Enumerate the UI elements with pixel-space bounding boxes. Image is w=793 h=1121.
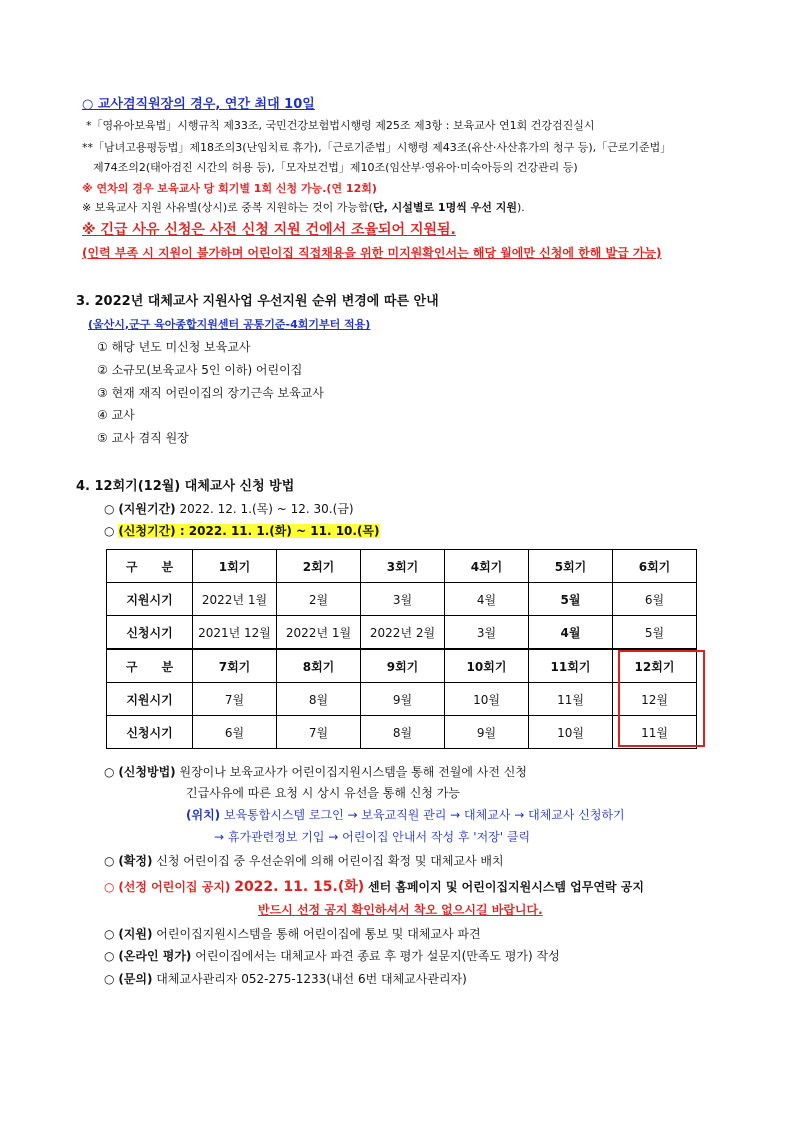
section3-subnote: (울산시,군구 육아종합지원센터 공통기준-4회기부터 적용)	[88, 318, 371, 331]
method-line-1	[104, 763, 527, 780]
priority-item-4: ④ 교사	[97, 408, 135, 422]
method-label: (신청방법)	[118, 765, 176, 779]
table-cell: 9월	[361, 683, 445, 716]
priority-item-2: ② 소규모(보육교사 5인 이하) 어린이집	[97, 363, 303, 377]
table-cell: 9회기	[361, 649, 445, 683]
table-cell: 신청시기	[107, 616, 193, 650]
table-cell: 6월	[613, 583, 697, 616]
section4-heading: 4. 12회기(12월) 대체교사 신청 방법	[76, 479, 295, 494]
table-cell: 10월	[445, 683, 529, 716]
table-cell: 8월	[361, 716, 445, 749]
priority-item-3: ③ 현재 재직 어린이집의 장기근속 보육교사	[97, 386, 324, 400]
table-cell: 8월	[277, 683, 361, 716]
support-period	[104, 500, 354, 517]
table-cell: 구 분	[107, 649, 193, 683]
support-text: 어린이집지원시스템을 통해 어린이집에 통보 및 대체교사 파견	[156, 927, 481, 941]
table-cell: 7회기	[193, 649, 277, 683]
table-cell: 6회기	[613, 550, 697, 583]
table-cell: 2021년 12월	[193, 616, 277, 650]
note-title: ○ 교사겸직원장의 경우, 연간 최대 10일	[82, 97, 315, 112]
table-cell: 신청시기	[107, 716, 193, 749]
table-cell: 3월	[361, 583, 445, 616]
circle-bullet: ○	[104, 502, 115, 516]
table-row	[107, 583, 697, 616]
online-line	[104, 947, 560, 964]
table-cell: 2022년 1월	[193, 583, 277, 616]
note-line-5c: ).	[517, 201, 525, 214]
note-line-5	[82, 199, 525, 215]
confirm-line	[104, 852, 504, 869]
table-cell: 6월	[193, 716, 277, 749]
table-row	[107, 716, 697, 749]
table-cell: 12월	[613, 683, 697, 716]
priority-item-1: ① 해당 년도 미신청 보육교사	[97, 340, 251, 354]
table-cell: 8회기	[277, 649, 361, 683]
circle-bullet: ○	[104, 927, 115, 941]
table-cell: 2022년 2월	[361, 616, 445, 650]
support-label: (지원)	[118, 927, 153, 941]
table-cell: 2회기	[277, 550, 361, 583]
circle-bullet: ○	[104, 880, 115, 894]
confirm-label: (확정)	[118, 854, 153, 868]
schedule-table	[106, 549, 697, 749]
section3-heading: 3. 2022년 대체교사 지원사업 우선지원 순위 변경에 따른 안내	[76, 294, 439, 309]
circle-bullet: ○	[104, 765, 115, 779]
online-label: (온라인 평가)	[118, 949, 192, 963]
inquiry-label: (문의)	[118, 972, 153, 986]
table-cell: 11회기	[529, 649, 613, 683]
note-line-3: 제74조의2(태아검진 시간의 허용 등),「모자보건법」제10조(임산부·영유아·미숙아등의 건강관리 등)	[93, 161, 578, 174]
note-line-5a: ※ 보육교사 지원 사유별(상시)로 중복 지원하는 것이 가능함(	[82, 201, 373, 214]
support-line	[104, 925, 481, 942]
table-cell: 5월	[529, 583, 613, 616]
circle-bullet: ○	[104, 949, 115, 963]
announce-text: 센터 홈페이지 및 어린이집지원시스템 업무연락 공지	[368, 880, 644, 894]
table-row	[107, 616, 697, 650]
table-cell: 10회기	[445, 649, 529, 683]
table-cell: 5회기	[529, 550, 613, 583]
table-cell: 7월	[277, 716, 361, 749]
table-cell: 지원시기	[107, 683, 193, 716]
note-line-7: (인력 부족 시 지원이 불가하며 어린이집 직접채용을 위한 미지원확인서는 해당 월에만 신청에 한해 발급 가능)	[82, 246, 662, 260]
table-cell: 12회기	[613, 649, 697, 683]
online-text: 어린이집에서는 대체교사 파견 종료 후 평가 설문지(만족도 평가) 작성	[195, 949, 560, 963]
note-line-6: ※ 긴급 사유 신청은 사전 신청 지원 건에서 조율되어 지원됨.	[82, 222, 456, 238]
table-cell: 2022년 1월	[277, 616, 361, 650]
table-cell: 지원시기	[107, 583, 193, 616]
inquiry-line	[104, 970, 467, 987]
table-cell: 구 분	[107, 550, 193, 583]
table-cell: 3회기	[361, 550, 445, 583]
position-text-2: → 휴가관련정보 기입 → 어린이집 안내서 작성 후 '저장' 클릭	[214, 830, 531, 844]
table-row	[107, 649, 697, 683]
note-line-1: *「영유아보육법」시행규칙 제33조, 국민건강보험법시행령 제25조 제3항 : 보육교사 연1회 건강검진실시	[86, 119, 595, 132]
announce-date: 2022. 11. 15.(화)	[234, 879, 365, 895]
table-row	[107, 550, 697, 583]
table-cell: 10월	[529, 716, 613, 749]
announce-note: 반드시 선정 공지 확인하셔서 착오 없으시길 바랍니다.	[258, 903, 543, 917]
confirm-text: 신청 어린이집 중 우선순위에 의해 어린이집 확정 및 대체교사 배치	[156, 854, 504, 868]
table-cell: 11월	[529, 683, 613, 716]
support-period-value: 2022. 12. 1.(목) ~ 12. 30.(금)	[179, 502, 354, 516]
priority-item-5: ⑤ 교사 겸직 원장	[97, 431, 189, 445]
table-cell: 4월	[529, 616, 613, 650]
table-cell: 2월	[277, 583, 361, 616]
note-line-2: **「남녀고용평등법」제18조의3(난임치료 휴가),「근로기준법」시행령 제43조(유산·사산휴가의 청구 등),「근로기준법」	[82, 141, 672, 154]
highlight-box-12th	[618, 650, 705, 747]
circle-bullet: ○	[104, 854, 115, 868]
note-line-5b: 단, 시설별로 1명씩 우선 지원	[372, 201, 518, 214]
method-text-2: 긴급사유에 따른 요청 시 상시 유선을 통해 신청 가능	[186, 786, 460, 800]
position-label: (위치)	[186, 808, 221, 822]
apply-period-text: (신청기간) : 2022. 11. 1.(화) ~ 11. 10.(목)	[118, 524, 380, 538]
table-cell: 4월	[445, 583, 529, 616]
circle-bullet: ○	[104, 524, 115, 538]
method-text-1: 원장이나 보육교사가 어린이집지원시스템을 통해 전월에 사전 신청	[179, 765, 527, 779]
table-cell: 1회기	[193, 550, 277, 583]
apply-period	[104, 522, 380, 539]
method-position	[186, 806, 625, 823]
support-period-label: (지원기간)	[118, 502, 176, 516]
inquiry-text: 대체교사관리자 052-275-1233(내선 6번 대체교사관리자)	[156, 972, 467, 986]
table-cell: 9월	[445, 716, 529, 749]
table-row	[107, 683, 697, 716]
announce-label: (선정 어린이집 공지)	[118, 880, 231, 894]
table-cell: 4회기	[445, 550, 529, 583]
table-cell: 5월	[613, 616, 697, 650]
note-line-4: ※ 연차의 경우 보육교사 당 회기별 1회 신청 가능.(연 12회)	[82, 182, 377, 195]
announce-line	[104, 876, 644, 896]
table-cell: 11월	[613, 716, 697, 749]
table-cell: 7월	[193, 683, 277, 716]
table-cell: 3월	[445, 616, 529, 650]
position-text-1: 보육통합시스템 로그인 → 보육교직원 관리 → 대체교사 → 대체교사 신청하기	[223, 808, 625, 822]
circle-bullet: ○	[104, 972, 115, 986]
